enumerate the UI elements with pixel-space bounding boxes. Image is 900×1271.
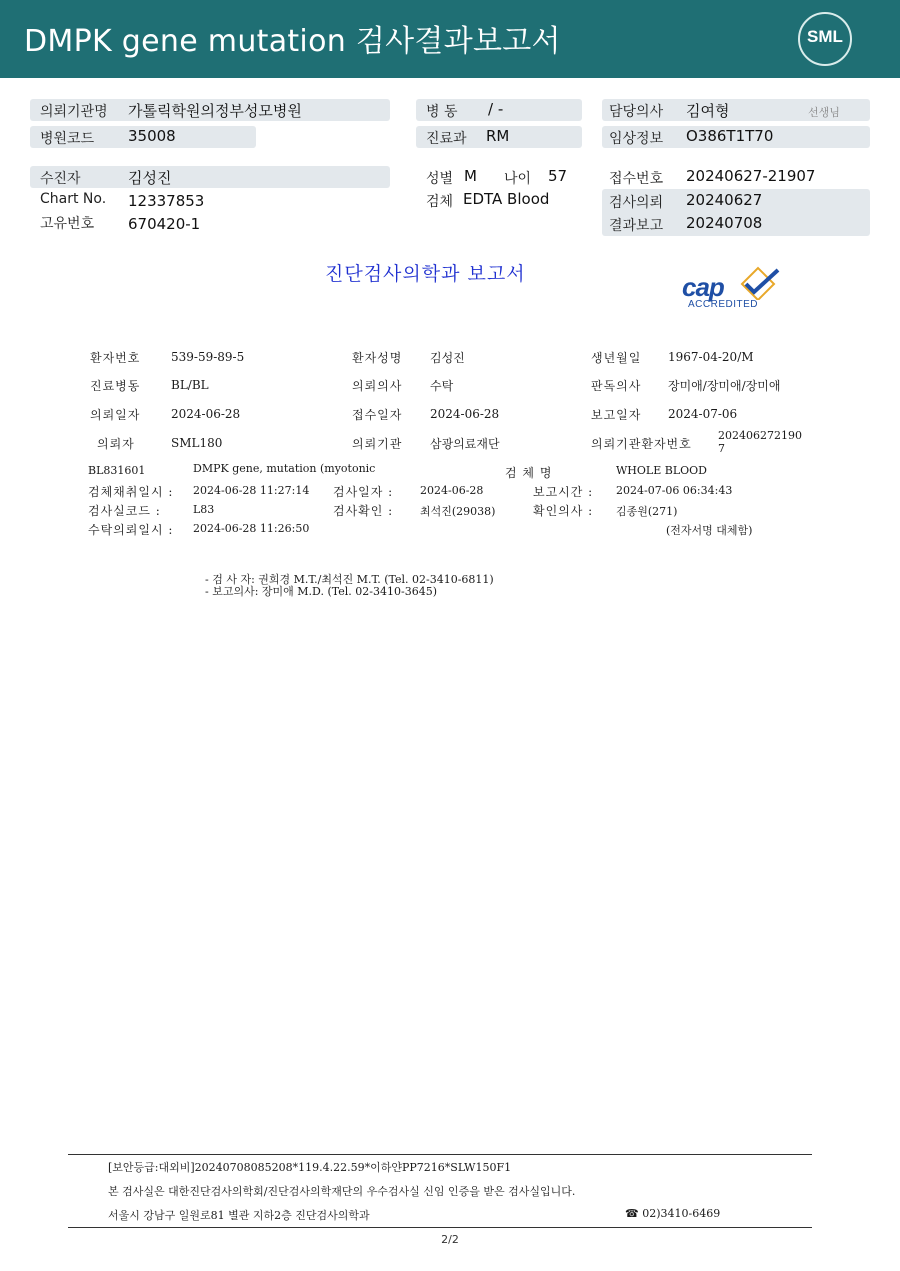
cap-accredited-logo <box>682 266 792 316</box>
verify-label: 검사확인 : <box>333 504 394 518</box>
phone-line: ☎ 02)3410-6469 <box>625 1207 721 1220</box>
certification-line: 본 검사실은 대한진단검사의학회/진단검사의학재단의 우수검사실 신임 인증을 받은 검사실입니다. <box>108 1185 576 1198</box>
doctor-label: 담당의사 <box>609 104 664 120</box>
check-icon <box>734 266 782 300</box>
id-value: 670420-1 <box>128 215 201 233</box>
inst-label: 의뢰기관 <box>352 437 403 451</box>
sex-value: M <box>464 167 477 185</box>
cap-sub: ACCREDITED <box>688 299 759 310</box>
page-number: 2/2 <box>441 1233 459 1246</box>
rward-label: 진료병동 <box>90 379 141 393</box>
age-label: 나이 <box>504 171 532 187</box>
dept-value: RM <box>486 127 510 145</box>
patient-row <box>30 166 390 188</box>
address-line: 서울시 강남구 일원로81 별관 지하2층 진단검사의학과 <box>108 1209 370 1222</box>
specimen-label: 검체 <box>426 194 454 210</box>
adate-value: 2024-06-28 <box>430 407 500 421</box>
instno-label: 의뢰기관환자번호 <box>591 437 692 451</box>
jdoc-value: 장미애/장미애/장미애 <box>668 379 781 393</box>
result-label: 결과보고 <box>609 218 664 234</box>
logo-text: SML <box>807 27 843 46</box>
id-label: 고유번호 <box>40 216 95 232</box>
spec-label: 검 체 명 <box>505 466 553 480</box>
footer-rule-top <box>68 1154 812 1155</box>
esign-note: (전자서명 대체함) <box>666 524 753 537</box>
collect-label: 검체채취일시 : <box>88 485 174 499</box>
pdate-label: 보고일자 <box>591 408 642 422</box>
hospital-label: 의뢰기관명 <box>40 104 108 120</box>
specimen-value: EDTA Blood <box>463 190 550 208</box>
test-code: BL831601 <box>88 464 146 477</box>
rdate-label: 의뢰일자 <box>90 408 141 422</box>
sex-label: 성별 <box>426 171 454 187</box>
doctor-value: 김여형 <box>686 102 730 120</box>
age-value: 57 <box>548 167 568 185</box>
pname-label: 환자성명 <box>352 351 403 365</box>
tester-line: - 검 사 자: 권희경 M.T./최석진 M.T. (Tel. 02-3410-6811) <box>205 573 494 586</box>
entrust-label: 수탁의뢰일시 : <box>88 523 174 537</box>
code-label: 병원코드 <box>40 131 95 147</box>
security-line: [보안등급:대외비]20240708085208*119.4.22.59*이하얀PP7216*SLW150F1 <box>108 1161 512 1174</box>
requester-value: SML180 <box>171 436 223 450</box>
adate-label: 접수일자 <box>352 408 403 422</box>
chart-value: 12337853 <box>128 192 205 210</box>
req-label: 검사의뢰 <box>609 195 664 211</box>
lab-label: 검사실코드 : <box>88 504 161 518</box>
lab-value: L83 <box>193 503 215 516</box>
pdate-value: 2024-07-06 <box>668 407 738 421</box>
report-header <box>0 0 900 78</box>
rward-value: BL/BL <box>171 378 209 392</box>
requester-label: 의뢰자 <box>97 437 135 451</box>
instno-value-line1: 202406272190 <box>718 429 802 442</box>
clinical-label: 임상정보 <box>609 131 664 147</box>
instno-value-line2: 7 <box>718 442 725 455</box>
receipt-value: 20240627-21907 <box>686 167 816 185</box>
exam-label: 검사일자 : <box>333 485 394 499</box>
collect-value: 2024-06-28 11:27:14 <box>193 484 310 497</box>
receipt-label: 접수번호 <box>609 171 664 187</box>
patient-value: 김성진 <box>128 169 172 187</box>
rdate-value: 2024-06-28 <box>171 407 241 421</box>
cdoc-label: 확인의사 : <box>533 504 594 518</box>
footer-rule-bottom <box>68 1227 812 1228</box>
pname-value: 김성진 <box>430 351 465 365</box>
doctor-suffix: 선생님 <box>808 106 840 119</box>
chart-label: Chart No. <box>40 191 107 207</box>
clinical-value: O386T1T70 <box>686 127 774 145</box>
cdoc-value: 김종원(271) <box>616 505 678 518</box>
dept-label: 진료과 <box>426 131 467 147</box>
result-value: 20240708 <box>686 214 763 232</box>
exam-value: 2024-06-28 <box>420 484 484 497</box>
verify-value: 최석진(29038) <box>420 505 496 518</box>
patient-label: 수진자 <box>40 171 81 187</box>
report-title: DMPK gene mutation 검사결과보고서 <box>24 24 561 59</box>
req-value: 20240627 <box>686 191 763 209</box>
sml-logo <box>798 12 852 66</box>
birth-value: 1967-04-20/M <box>668 350 754 364</box>
ward-value: / - <box>488 100 504 118</box>
entrust-value: 2024-06-28 11:26:50 <box>193 522 310 535</box>
cap-word: cap <box>682 272 724 302</box>
rtime-value: 2024-07-06 06:34:43 <box>616 484 733 497</box>
report-heading: 진단검사의학과 보고서 <box>325 263 526 285</box>
rdoc-label: 의뢰의사 <box>352 379 403 393</box>
rtime-label: 보고시간 : <box>533 485 594 499</box>
test-name: DMPK gene, mutation (myotonic <box>193 462 376 475</box>
hospital-value: 가톨릭학원의정부성모병원 <box>128 102 302 120</box>
jdoc-label: 판독의사 <box>591 379 642 393</box>
ward-label: 병 동 <box>426 104 458 120</box>
code-value: 35008 <box>128 127 176 145</box>
patno-label: 환자번호 <box>90 351 141 365</box>
spec-value: WHOLE BLOOD <box>616 464 707 477</box>
rdoc-value: 수탁 <box>430 379 454 393</box>
patno-value: 539-59-89-5 <box>171 350 245 364</box>
inst-value: 삼광의료재단 <box>430 437 500 451</box>
birth-label: 생년월일 <box>591 351 642 365</box>
reporter-line: - 보고의사: 장미애 M.D. (Tel. 02-3410-3645) <box>205 585 437 598</box>
